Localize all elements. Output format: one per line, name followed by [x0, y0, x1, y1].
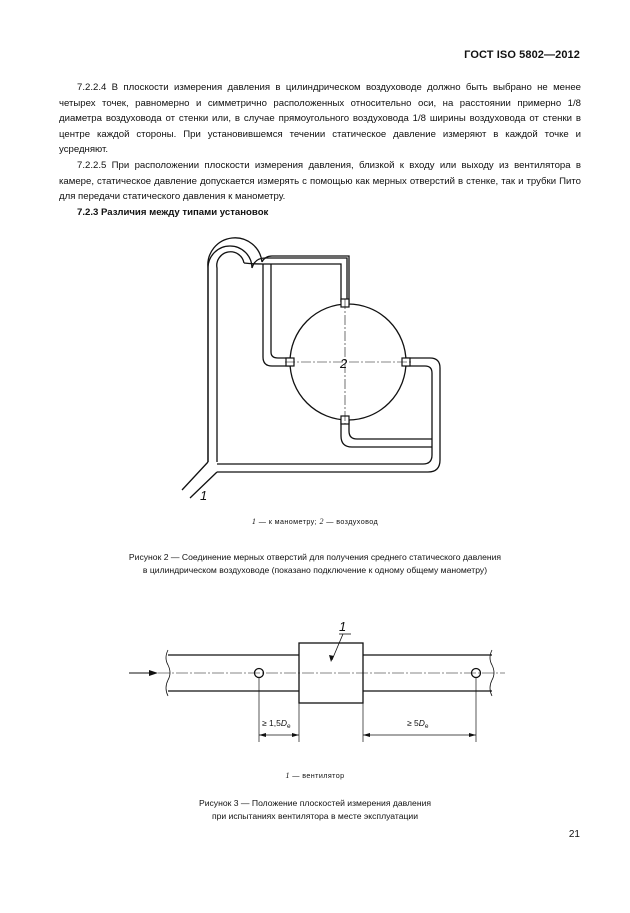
figure-2-legend-text-2: — воздуховод: [323, 517, 379, 526]
figure-3-caption: [0, 797, 630, 823]
figure-3-legend-text-1: — вентилятор: [289, 771, 345, 780]
figure-2-legend-text-1: — к манометру;: [256, 517, 320, 526]
figure-3-legend: [0, 771, 630, 780]
figure-2-manometer-lead-outer: [182, 462, 208, 490]
figure-2-tube-bottom-inner: [349, 420, 432, 439]
figure-3-dim-right-subscript: e: [424, 723, 429, 730]
figure-2-tube-top-inner: [244, 263, 341, 302]
paragraph-7-2-2-4: 7.2.2.4 В плоскости измерения давления в цилиндрическом воздуховоде должно быть выбрано не менее четырех точек, равномерно и симметрично расположенных относительно оси, на расстоянии примерно 1/8 диаметра воздуховода от стенки или, в случае прямоугольного воздуховода 1/8 ширины воздуховода от стенки в центре каждой стороны. При установившемся течении статическое давление измеряют в каждой точке и усредняют.: [59, 82, 581, 156]
section-heading-7-2-3: 7.2.3 Различия между типами установок: [77, 206, 269, 218]
figure-3-dim-left-prefix: ≥ 1,5: [262, 718, 281, 728]
figure-2-tube-leftloop-outer: [263, 264, 293, 366]
figure-2-tube-left-inner: [217, 252, 244, 462]
document-header: ГОСТ ISO 5802—2012: [464, 49, 580, 61]
figure-3-dim-right-symbol: D: [418, 718, 425, 728]
figure-2-tube-left-outer: [208, 238, 262, 462]
figure-3-dim-left-subscript: e: [286, 723, 291, 730]
figure-3-caption-line-2: при испытаниях вентилятора в месте эксплуатации: [211, 811, 419, 821]
figure-2-legend-num-2: 2: [319, 517, 324, 526]
figure-2-caption-line-2: в цилиндрическом воздуховоде (показано подключение к одному общему манометру): [142, 565, 488, 575]
figure-2-caption-line-1: Рисунок 2 — Соединение мерных отверстий для получения среднего статического давления: [128, 552, 502, 562]
figure-3-legend-num-1: 1: [285, 771, 290, 780]
figure-3-label-1: 1: [339, 619, 347, 634]
figure-2-tube-leftloop-inner: [271, 264, 293, 358]
figure-3-dim-right-prefix: ≥ 5: [407, 718, 419, 728]
figure-3-dim-left-symbol: D: [280, 718, 287, 728]
figure-2-tube-top-outer: [262, 256, 349, 303]
paragraph-7-2-2-5: 7.2.2.5 При расположении плоскости измерения давления, близкой к входу или выходу из вентилятора в камере, статическое давление допускается измерять с помощью как мерных отверстий в стенке, так и трубки Пито для передачи статического давления к манометру.: [59, 159, 581, 203]
page-number: 21: [568, 829, 580, 840]
figure-3-caption-line-1: Рисунок 3 — Положение плоскостей измерения давления: [198, 798, 432, 808]
figure-2-legend-num-1: 1: [251, 517, 257, 526]
figure-2-label-2: 2: [340, 356, 348, 371]
figure-2-caption: [0, 551, 630, 577]
figure-2-tube-bottom-outer: [341, 420, 432, 447]
figure-2-label-1: 1: [200, 488, 208, 503]
figure-2-legend: [0, 517, 630, 526]
